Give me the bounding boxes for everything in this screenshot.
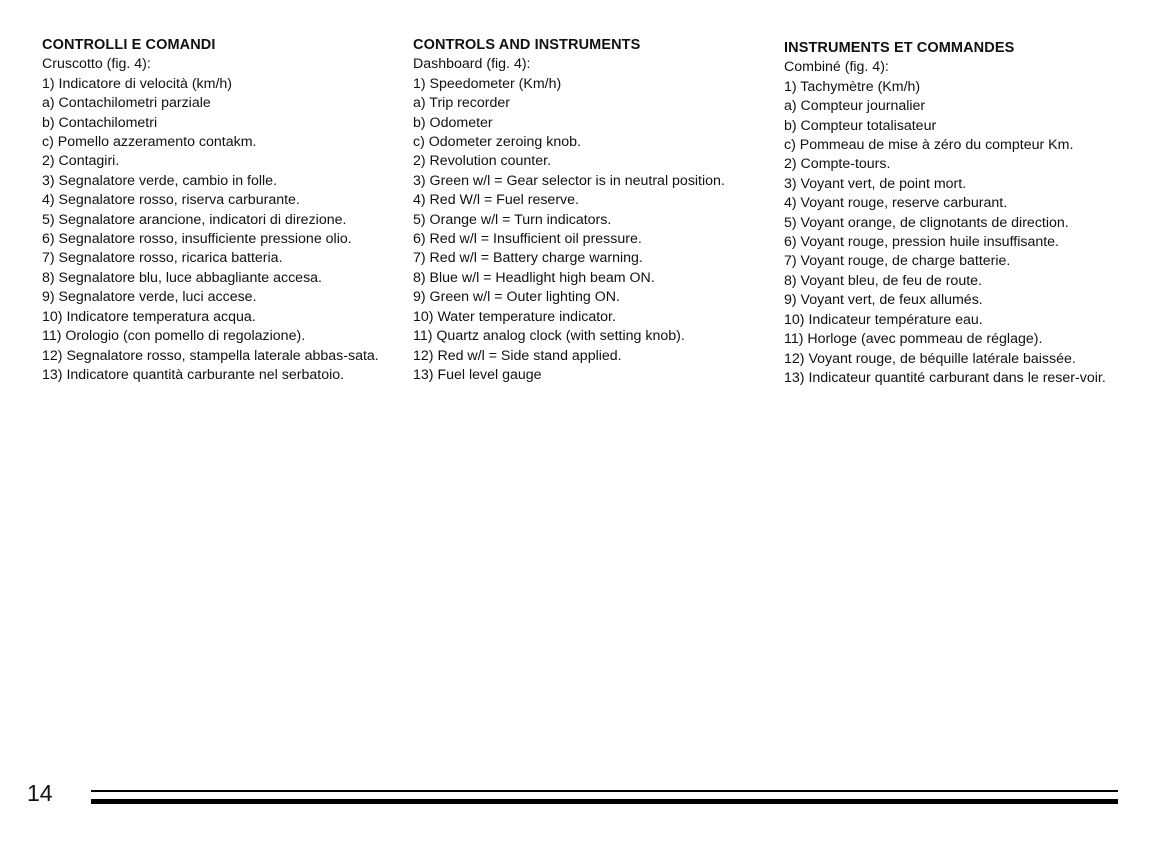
list-item: 1) Speedometer (Km/h) — [413, 75, 562, 92]
list-item: 10) Water temperature indicator. — [413, 308, 616, 325]
list-item: 5) Segnalatore arancione, indicatori di direzione. — [42, 211, 347, 228]
french-item-list — [784, 78, 1134, 389]
list-item: 7) Red w/l = Battery charge warning. — [413, 250, 643, 267]
list-item: 9) Voyant vert, de feux allumés. — [784, 292, 983, 309]
list-item: a) Compteur journalier — [784, 98, 926, 115]
list-item: 11) Horloge (avec pommeau de réglage). — [784, 331, 1043, 348]
english-item-list — [413, 75, 763, 386]
list-item: 3) Voyant vert, de point mort. — [784, 175, 967, 192]
list-item: 3) Segnalatore verde, cambio in folle. — [42, 172, 278, 189]
list-item: 10) Indicatore temperatura acqua. — [42, 308, 256, 325]
list-item: 2) Revolution counter. — [413, 153, 552, 170]
list-item: c) Odometer zeroing knob. — [413, 134, 581, 151]
list-item: 7) Segnalatore rosso, ricarica batteria. — [42, 250, 283, 267]
list-item: 5) Orange w/l = Turn indicators. — [413, 211, 612, 228]
list-item: 12) Segnalatore rosso, stampella laterale abbas-sata. — [42, 347, 379, 364]
italian-item-list — [42, 75, 392, 386]
list-item: 8) Blue w/l = Headlight high beam ON. — [413, 269, 655, 286]
list-item: 2) Contagiri. — [42, 153, 120, 170]
list-item: b) Odometer — [413, 114, 493, 131]
list-item: 4) Red W/l = Fuel reserve. — [413, 192, 579, 209]
list-item: 2) Compte-tours. — [784, 156, 891, 173]
list-item: 8) Voyant bleu, de feu de route. — [784, 272, 982, 289]
list-item: 1) Indicatore di velocità (km/h) — [42, 75, 233, 92]
list-item: 4) Segnalatore rosso, riserva carburante. — [42, 192, 300, 209]
list-item: 7) Voyant rouge, de charge batterie. — [784, 253, 1011, 270]
footer-rule-thick — [91, 799, 1118, 804]
list-item: 9) Green w/l = Outer lighting ON. — [413, 289, 620, 306]
english-subtitle: Dashboard (fig. 4): — [413, 56, 531, 73]
list-item: 6) Segnalatore rosso, insufficiente pressione olio. — [42, 231, 352, 248]
list-item: 6) Voyant rouge, pression huile insuffisante. — [784, 234, 1059, 251]
list-item: 9) Segnalatore verde, luci accese. — [42, 289, 257, 306]
list-item: b) Compteur totalisateur — [784, 117, 937, 134]
list-item: 13) Indicatore quantità carburante nel serbatoio. — [42, 366, 345, 383]
list-item: 12) Voyant rouge, de béquille latérale baissée. — [784, 350, 1076, 367]
italian-column — [42, 36, 392, 385]
list-item: c) Pommeau de mise à zéro du compteur Km. — [784, 137, 1074, 154]
page-number: 14 — [27, 780, 53, 806]
italian-subtitle: Cruscotto (fig. 4): — [42, 56, 151, 73]
list-item: 1) Tachymètre (Km/h) — [784, 78, 921, 95]
list-item: a) Contachilometri parziale — [42, 95, 211, 112]
list-item: 10) Indicateur température eau. — [784, 311, 983, 328]
list-item: b) Contachilometri — [42, 114, 158, 131]
list-item: 11) Orologio (con pomello di regolazione). — [42, 328, 306, 345]
list-item: a) Trip recorder — [413, 95, 510, 112]
italian-heading: CONTROLLI E COMANDI — [42, 37, 216, 53]
list-item: c) Pomello azzeramento contakm. — [42, 134, 257, 151]
list-item: 4) Voyant rouge, reserve carburant. — [784, 195, 1008, 212]
list-item: 8) Segnalatore blu, luce abbagliante accesa. — [42, 269, 323, 286]
list-item: 13) Indicateur quantité carburant dans le reser-voir. — [784, 369, 1106, 386]
english-heading: CONTROLS AND INSTRUMENTS — [413, 37, 641, 53]
footer-rule-thin — [91, 790, 1118, 792]
french-column — [784, 36, 1134, 388]
list-item: 6) Red w/l = Insufficient oil pressure. — [413, 231, 642, 248]
french-subtitle: Combiné (fig. 4): — [784, 59, 889, 76]
list-item: 3) Green w/l = Gear selector is in neutral position. — [413, 172, 725, 189]
list-item: 13) Fuel level gauge — [413, 366, 542, 383]
english-column — [413, 36, 763, 385]
list-item: 11) Quartz analog clock (with setting knob). — [413, 328, 685, 345]
french-heading: INSTRUMENTS ET COMMANDES — [784, 40, 1015, 56]
list-item: 5) Voyant orange, de clignotants de direction. — [784, 214, 1069, 231]
list-item: 12) Red w/l = Side stand applied. — [413, 347, 622, 364]
